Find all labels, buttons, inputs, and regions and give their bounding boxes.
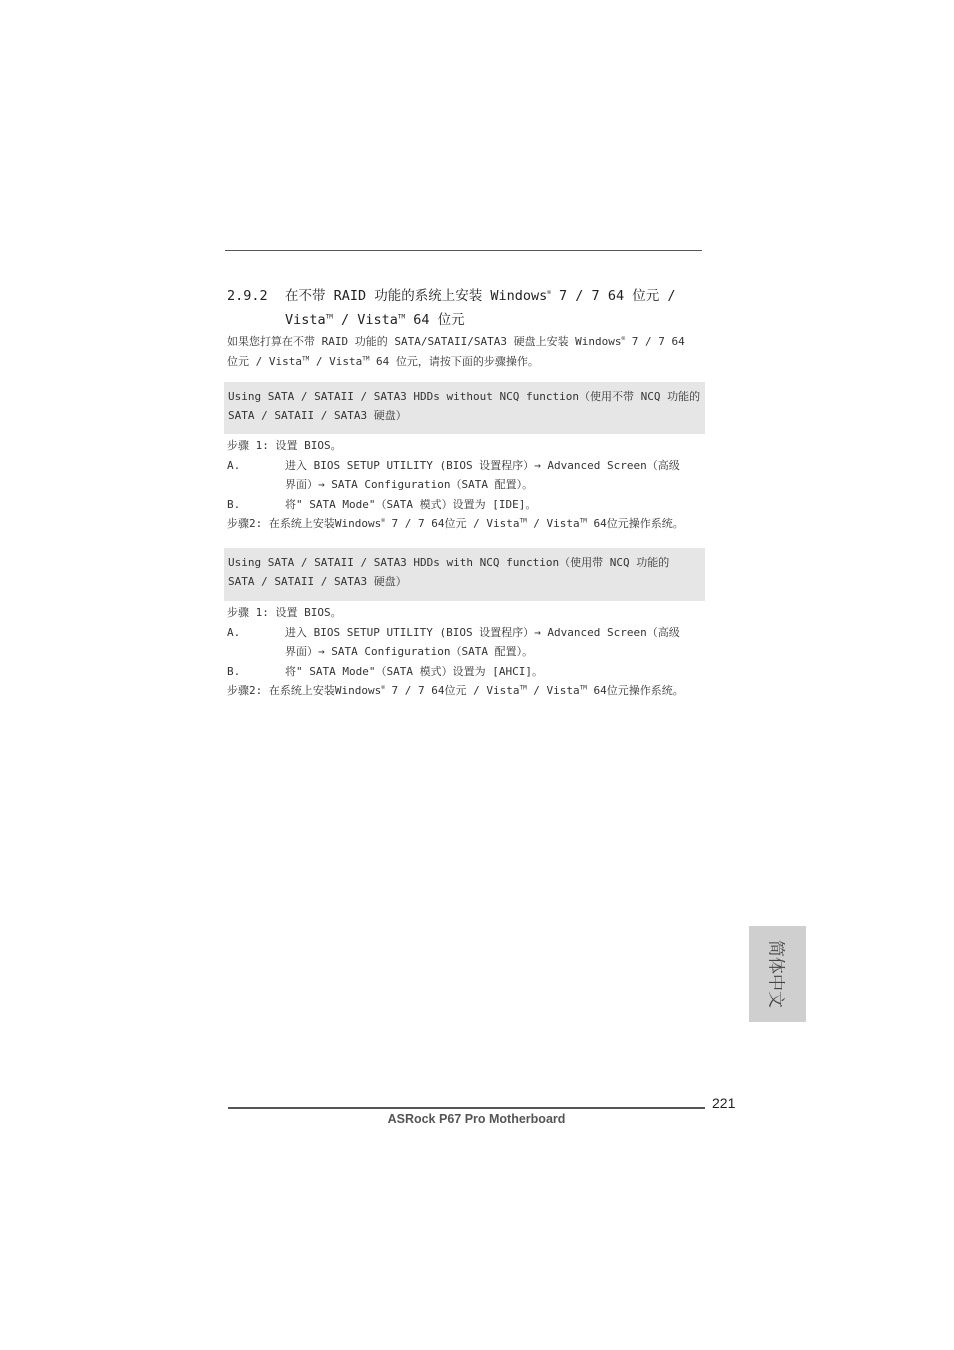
note-box-without-ncq (224, 382, 705, 434)
registered-mark: ® (381, 517, 385, 525)
footer-product-name: ASRock P67 Pro Motherboard (387, 1112, 566, 1126)
step-text: 步骤2: 在系统上安装Windows (227, 517, 382, 530)
step-text: 将" SATA Mode"（SATA 模式）设置为 [AHCI]。 (285, 664, 543, 678)
language-tab-label: 简体中文 (765, 940, 785, 1008)
step-1: 步骤 1: 设置 BIOS。 (227, 439, 342, 452)
section-title-part: / Vista (332, 312, 398, 328)
step-text: 7 / 7 64位元 / Vista (384, 684, 520, 697)
section-heading (227, 284, 707, 332)
language-side-tab (749, 926, 806, 1022)
step-text: 7 / 7 64位元 / Vista (384, 517, 520, 530)
intro-text: / Vista (309, 355, 363, 368)
trademark-mark: TM (325, 313, 333, 321)
step-b (227, 662, 707, 682)
section-title-part: 7 / 7 64 位元 / (550, 288, 676, 304)
step-2 (227, 681, 707, 701)
section-number: 2.9.2 (227, 288, 268, 304)
step-b (227, 495, 707, 515)
step-text: 进入 BIOS SETUP UTILITY (BIOS 设置程序）→ Advanced Screen（高级 (285, 458, 680, 472)
step-text-cont: 界面）→ SATA Configuration（SATA 配置）。 (285, 645, 534, 658)
step-text: 64位元操作系统。 (586, 517, 684, 530)
step-text: / Vista (526, 517, 580, 530)
step-text: 进入 BIOS SETUP UTILITY (BIOS 设置程序）→ Advanced Screen（高级 (285, 625, 680, 639)
steps-without-ncq (227, 436, 707, 534)
step-label: A. (227, 458, 241, 472)
trademark-mark: TM (301, 355, 310, 363)
registered-mark: ® (381, 684, 385, 692)
intro-paragraph (227, 332, 707, 372)
intro-text: 如果您打算在不带 RAID 功能的 SATA/SATAII/SATA3 硬盘上安装 Windows (227, 335, 622, 348)
intro-text: 7 / 7 64 (625, 335, 685, 348)
step-2 (227, 514, 707, 534)
top-divider (225, 250, 702, 251)
steps-with-ncq (227, 603, 707, 701)
step-1: 步骤 1: 设置 BIOS。 (227, 606, 342, 619)
section-title-part: 64 位元 (405, 312, 465, 328)
bottom-divider (228, 1107, 705, 1109)
trademark-mark: TM (397, 313, 406, 321)
step-text: 步骤2: 在系统上安装Windows (227, 684, 382, 697)
note-box-with-ncq (224, 548, 705, 601)
trademark-mark: TM (519, 517, 527, 525)
section-title-part: Vista (285, 312, 326, 328)
trademark-mark: TM (519, 684, 527, 692)
step-a (227, 623, 707, 643)
registered-mark: ® (547, 289, 551, 297)
section-title-part: 在不带 RAID 功能的系统上安装 Windows (285, 288, 548, 304)
page-number: 221 (712, 1095, 736, 1111)
step-a (227, 456, 707, 476)
trademark-mark: TM (362, 355, 370, 363)
note-box-text: Using SATA / SATAII / SATA3 HDDs with NCQ function（使用带 NCQ 功能的 SATA / SATAII / SATA3 硬盘） (228, 556, 670, 588)
intro-text: 64 位元，请按下面的步骤操作。 (369, 355, 539, 368)
step-label: B. (227, 664, 241, 678)
trademark-mark: TM (579, 684, 587, 692)
step-label: A. (227, 625, 241, 639)
step-text-cont: 界面）→ SATA Configuration（SATA 配置）。 (285, 478, 534, 491)
registered-mark: ® (621, 335, 626, 343)
note-box-text: Using SATA / SATAII / SATA3 HDDs without NCQ function（使用不带 NCQ 功能的 SATA / SATAII / SATA3 硬盘） (228, 390, 701, 422)
step-text: / Vista (526, 684, 580, 697)
intro-text: 位元 / Vista (227, 355, 302, 368)
step-text: 将" SATA Mode"（SATA 模式）设置为 [IDE]。 (285, 497, 537, 511)
step-label: B. (227, 497, 241, 511)
trademark-mark: TM (579, 517, 587, 525)
step-text: 64位元操作系统。 (586, 684, 684, 697)
